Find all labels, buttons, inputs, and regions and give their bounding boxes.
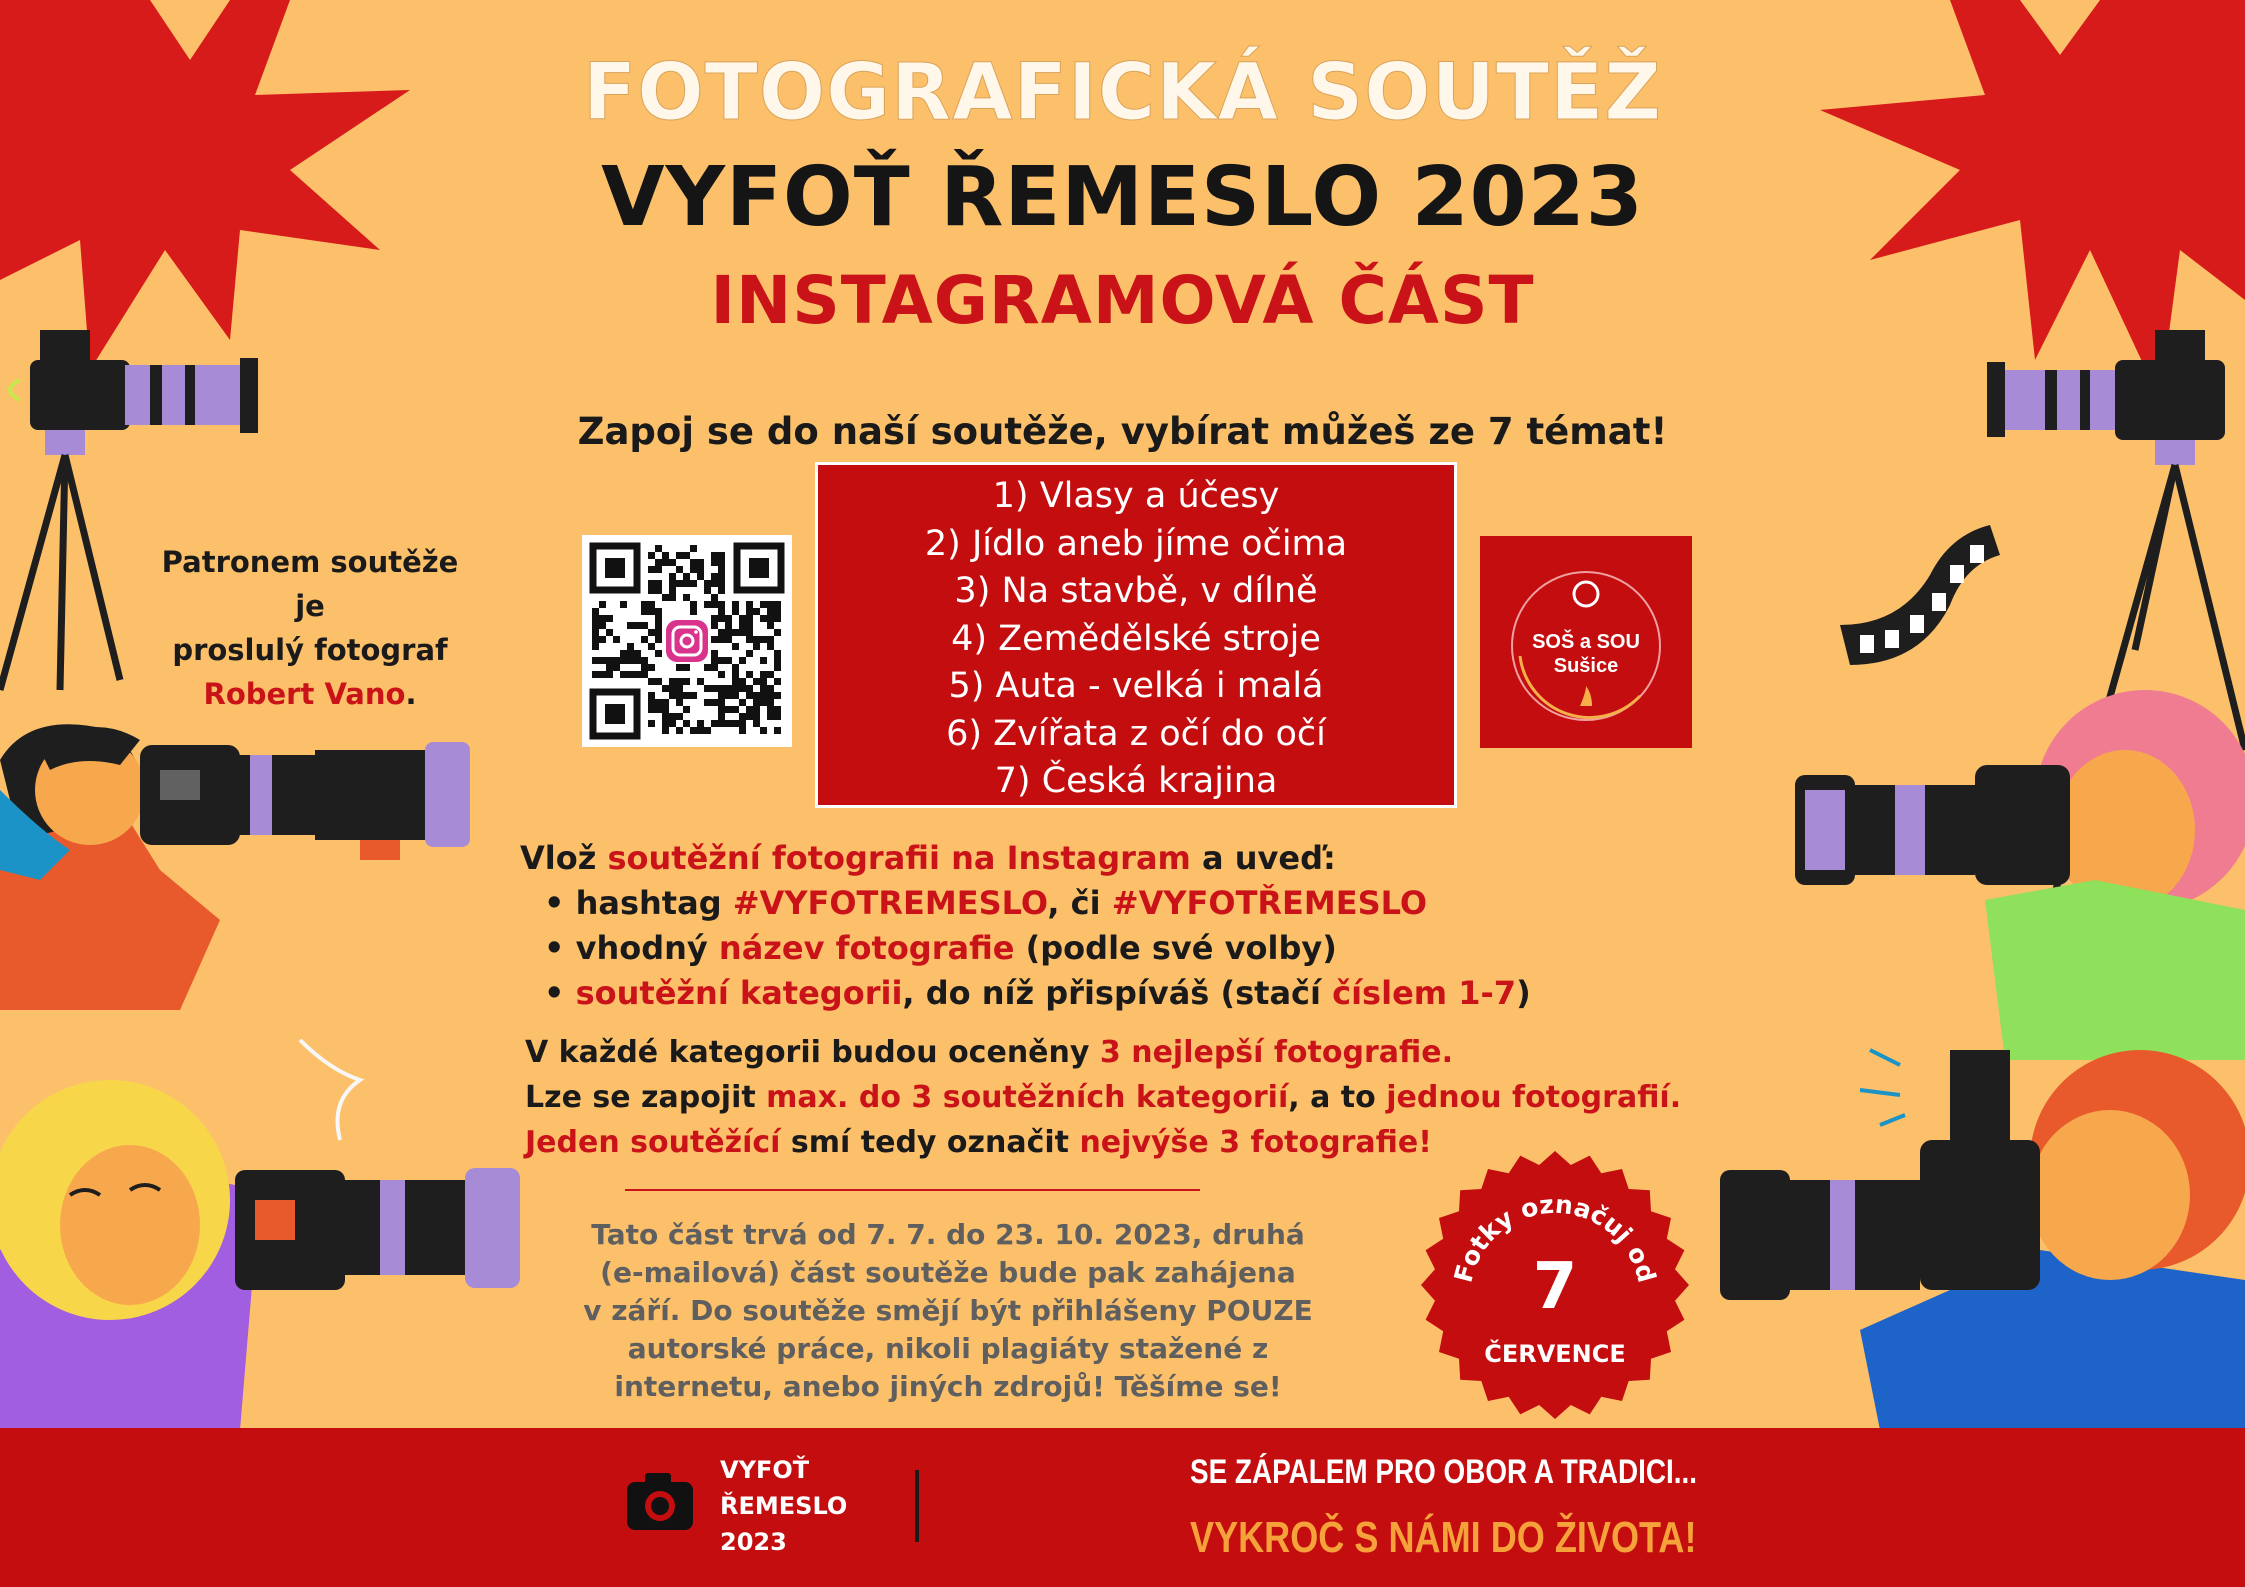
awards-highlight: Jeden soutěžící — [525, 1125, 781, 1160]
awards-block — [525, 1030, 1825, 1165]
awards-highlight: jednou fotografií. — [1386, 1080, 1682, 1115]
patron-text — [150, 540, 470, 716]
awards-highlight: 3 nejlepší fotografie. — [1099, 1035, 1453, 1070]
camera-icon — [625, 1470, 695, 1532]
photographer-bottom-left-illustration — [0, 1020, 540, 1430]
intro-text: Zapoj se do naší soutěže, vybírat můžeš ze 7 témat! — [577, 410, 1668, 453]
badge-number: 7 — [1532, 1250, 1578, 1324]
school-logo-line-1: SOŠ a SOU — [1532, 631, 1640, 653]
rule-text: (podle své volby) — [1014, 929, 1337, 967]
qr-code[interactable] — [582, 535, 792, 747]
dates-line: autorské práce, nikoli plagiáty stažené z — [627, 1332, 1269, 1365]
awards-text: V každé kategorii budou oceněny — [525, 1035, 1100, 1070]
topic-item: 3) Na stavbě, v dílně — [954, 571, 1318, 611]
dates-line: v září. Do soutěže smějí být přihlášeny POUZE — [583, 1294, 1313, 1327]
photographer-right-illustration — [1795, 680, 2245, 1060]
gear-icon — [1574, 582, 1598, 606]
title-line-2: VYFOŤ ŘEMESLO 2023 — [601, 150, 1644, 245]
topic-item: 7) Česká krajina — [994, 761, 1278, 801]
rules-heading-highlight: soutěžní fotografii na Instagram — [607, 839, 1191, 877]
dates-text — [548, 1216, 1348, 1406]
footer-slogan-2: VYKROČ S NÁMI DO ŽIVOTA! — [1190, 1513, 1697, 1562]
rule-text: vhodný — [575, 929, 719, 967]
patron-dot: . — [405, 677, 417, 711]
rule-text: , či — [1047, 884, 1112, 922]
badge-arc-text: Fotky označuj od — [1448, 1189, 1662, 1286]
topic-item: 4) Zemědělské stroje — [951, 618, 1321, 659]
rule-highlight: číslem 1-7 — [1332, 974, 1517, 1012]
title-line-1: FOTOGRAFICKÁ SOUTĚŽ — [583, 48, 1662, 138]
rule-text: , do níž přispíváš (stačí — [902, 974, 1333, 1012]
topics-list — [815, 462, 1457, 808]
topic-item: 6) Zvířata z očí do očí — [946, 713, 1326, 754]
topic-item: 5) Auta - velká i malá — [948, 666, 1324, 706]
awards-highlight: nejvýše 3 fotografie! — [1079, 1125, 1432, 1160]
title-line-3: INSTAGRAMOVÁ ČÁST — [710, 262, 1535, 339]
rule-bullet-hashtag — [520, 881, 1820, 926]
patron-line-2: proslulý fotograf — [172, 633, 448, 667]
footer-name — [720, 1452, 920, 1560]
patron-name: Robert Vano — [203, 677, 406, 711]
footer-bar — [0, 1428, 2245, 1587]
badge-month: ČERVENCE — [1484, 1340, 1626, 1368]
dates-line: Tato část trvá od 7. 7. do 23. 10. 2023, druhá — [591, 1218, 1305, 1251]
rules-heading-pre: Vlož — [520, 839, 608, 877]
awards-line-1 — [525, 1030, 1825, 1075]
rule-highlight: název fotografie — [718, 929, 1015, 967]
rule-highlight: soutěžní kategorii — [575, 974, 903, 1012]
rules-block — [520, 835, 1820, 1016]
school-logo-line-2: Sušice — [1553, 655, 1619, 677]
date-badge — [1418, 1148, 1692, 1422]
topic-item: 2) Jídlo aneb jíme očima — [924, 523, 1348, 564]
footer-separator — [915, 1470, 919, 1542]
rules-heading-post: a uveď: — [1190, 839, 1336, 877]
footer-name-line: 2023 — [720, 1528, 787, 1556]
footer-name-line: ŘEMESLO — [720, 1492, 848, 1520]
rule-bullet-title — [520, 926, 1820, 971]
hashtag-2: #VYFOTŘEMESLO — [1111, 884, 1428, 922]
rule-bullet-category — [520, 971, 1820, 1016]
photographer-left-illustration — [0, 670, 480, 1010]
rules-heading — [520, 835, 1820, 881]
patron-line-1: Patronem soutěže je — [161, 545, 459, 623]
awards-text: , a to — [1288, 1080, 1387, 1115]
school-logo — [1480, 536, 1692, 748]
rule-text: ) — [1516, 974, 1531, 1012]
footer-name-line: VYFOŤ — [720, 1456, 810, 1484]
instagram-icon — [666, 620, 708, 662]
rule-text: hashtag — [575, 884, 733, 922]
footer-slogan-1: SE ZÁPALEM PRO OBOR A TRADICI... — [1190, 1453, 1698, 1491]
dates-line: internetu, anebo jiných zdrojů! Těšíme se! — [614, 1370, 1282, 1403]
hashtag-1: #VYFOTREMESLO — [732, 884, 1048, 922]
topic-item: 1) Vlasy a účesy — [992, 476, 1280, 516]
flame-icon — [1580, 686, 1592, 706]
film-strip-icon — [1820, 505, 2005, 705]
divider — [625, 1189, 1200, 1191]
dates-line: (e-mailová) část soutěže bude pak zahájena — [600, 1256, 1296, 1289]
awards-text: smí tedy označit — [780, 1125, 1080, 1160]
awards-highlight: max. do 3 soutěžních kategorií — [766, 1080, 1289, 1115]
awards-line-2 — [525, 1075, 1825, 1120]
awards-text: Lze se zapojit — [525, 1080, 767, 1115]
